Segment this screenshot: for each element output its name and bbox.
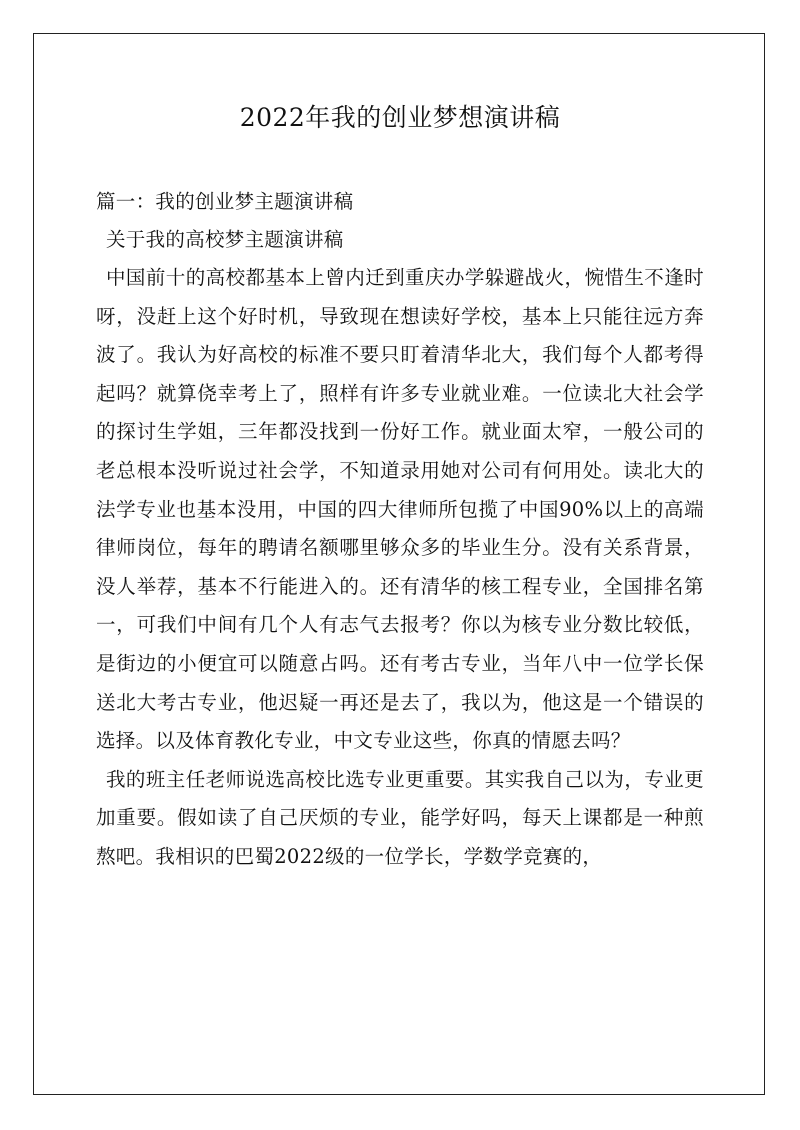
- document-title: 2022年我的创业梦想演讲稿: [239, 103, 561, 132]
- speech-subtitle: 关于我的高校梦主题演讲稿: [106, 228, 344, 251]
- body-paragraph: 中国前十的高校都基本上曾内迁到重庆办学躲避战火，惋惜生不逢时呀，没赶上这个好时机，导致现在想读好学校，基本上只能往远方奔波了。我认为好高校的标准不要只盯着清华北大，我们每个人都考得起吗？就算侥幸考上了，照样有许多专业就业难。一位读北大社会学的探讨生学姐，三年都没找到一份好工作。就业面太窄，一般公司的老总根本没听说过社会学，不知道录用她对公司有何用处。读北大的法学专业也基本没用，中国的四大律师所包揽了中国90%以上的高端律师岗位，每年的聘请名额哪里够众多的毕业生分。没有关系背景，没人举荐，基本不行能进入的。还有清华的核工程专业，全国排名第一，可我们中间有几个人有志气去报考？你以为核专业分数比较低，是街边的小便宜可以随意占吗。还有考古专业，当年八中一位学长保送北大考古专业，他迟疑一再还是去了，我以为，他这是一个错误的选择。以及体育教化专业，中文专业这些，你真的情愿去吗？: [96, 266, 704, 753]
- document-body: [96, 183, 704, 877]
- section-heading: 篇一：我的创业梦主题演讲稿: [96, 190, 354, 213]
- body-paragraph: 我的班主任老师说选高校比选专业更重要。其实我自己以为，专业更加重要。假如读了自己厌烦的专业，能学好吗，每天上课都是一种煎熬吧。我相识的巴蜀2022级的一位学长，学数学竞赛的，: [96, 767, 704, 868]
